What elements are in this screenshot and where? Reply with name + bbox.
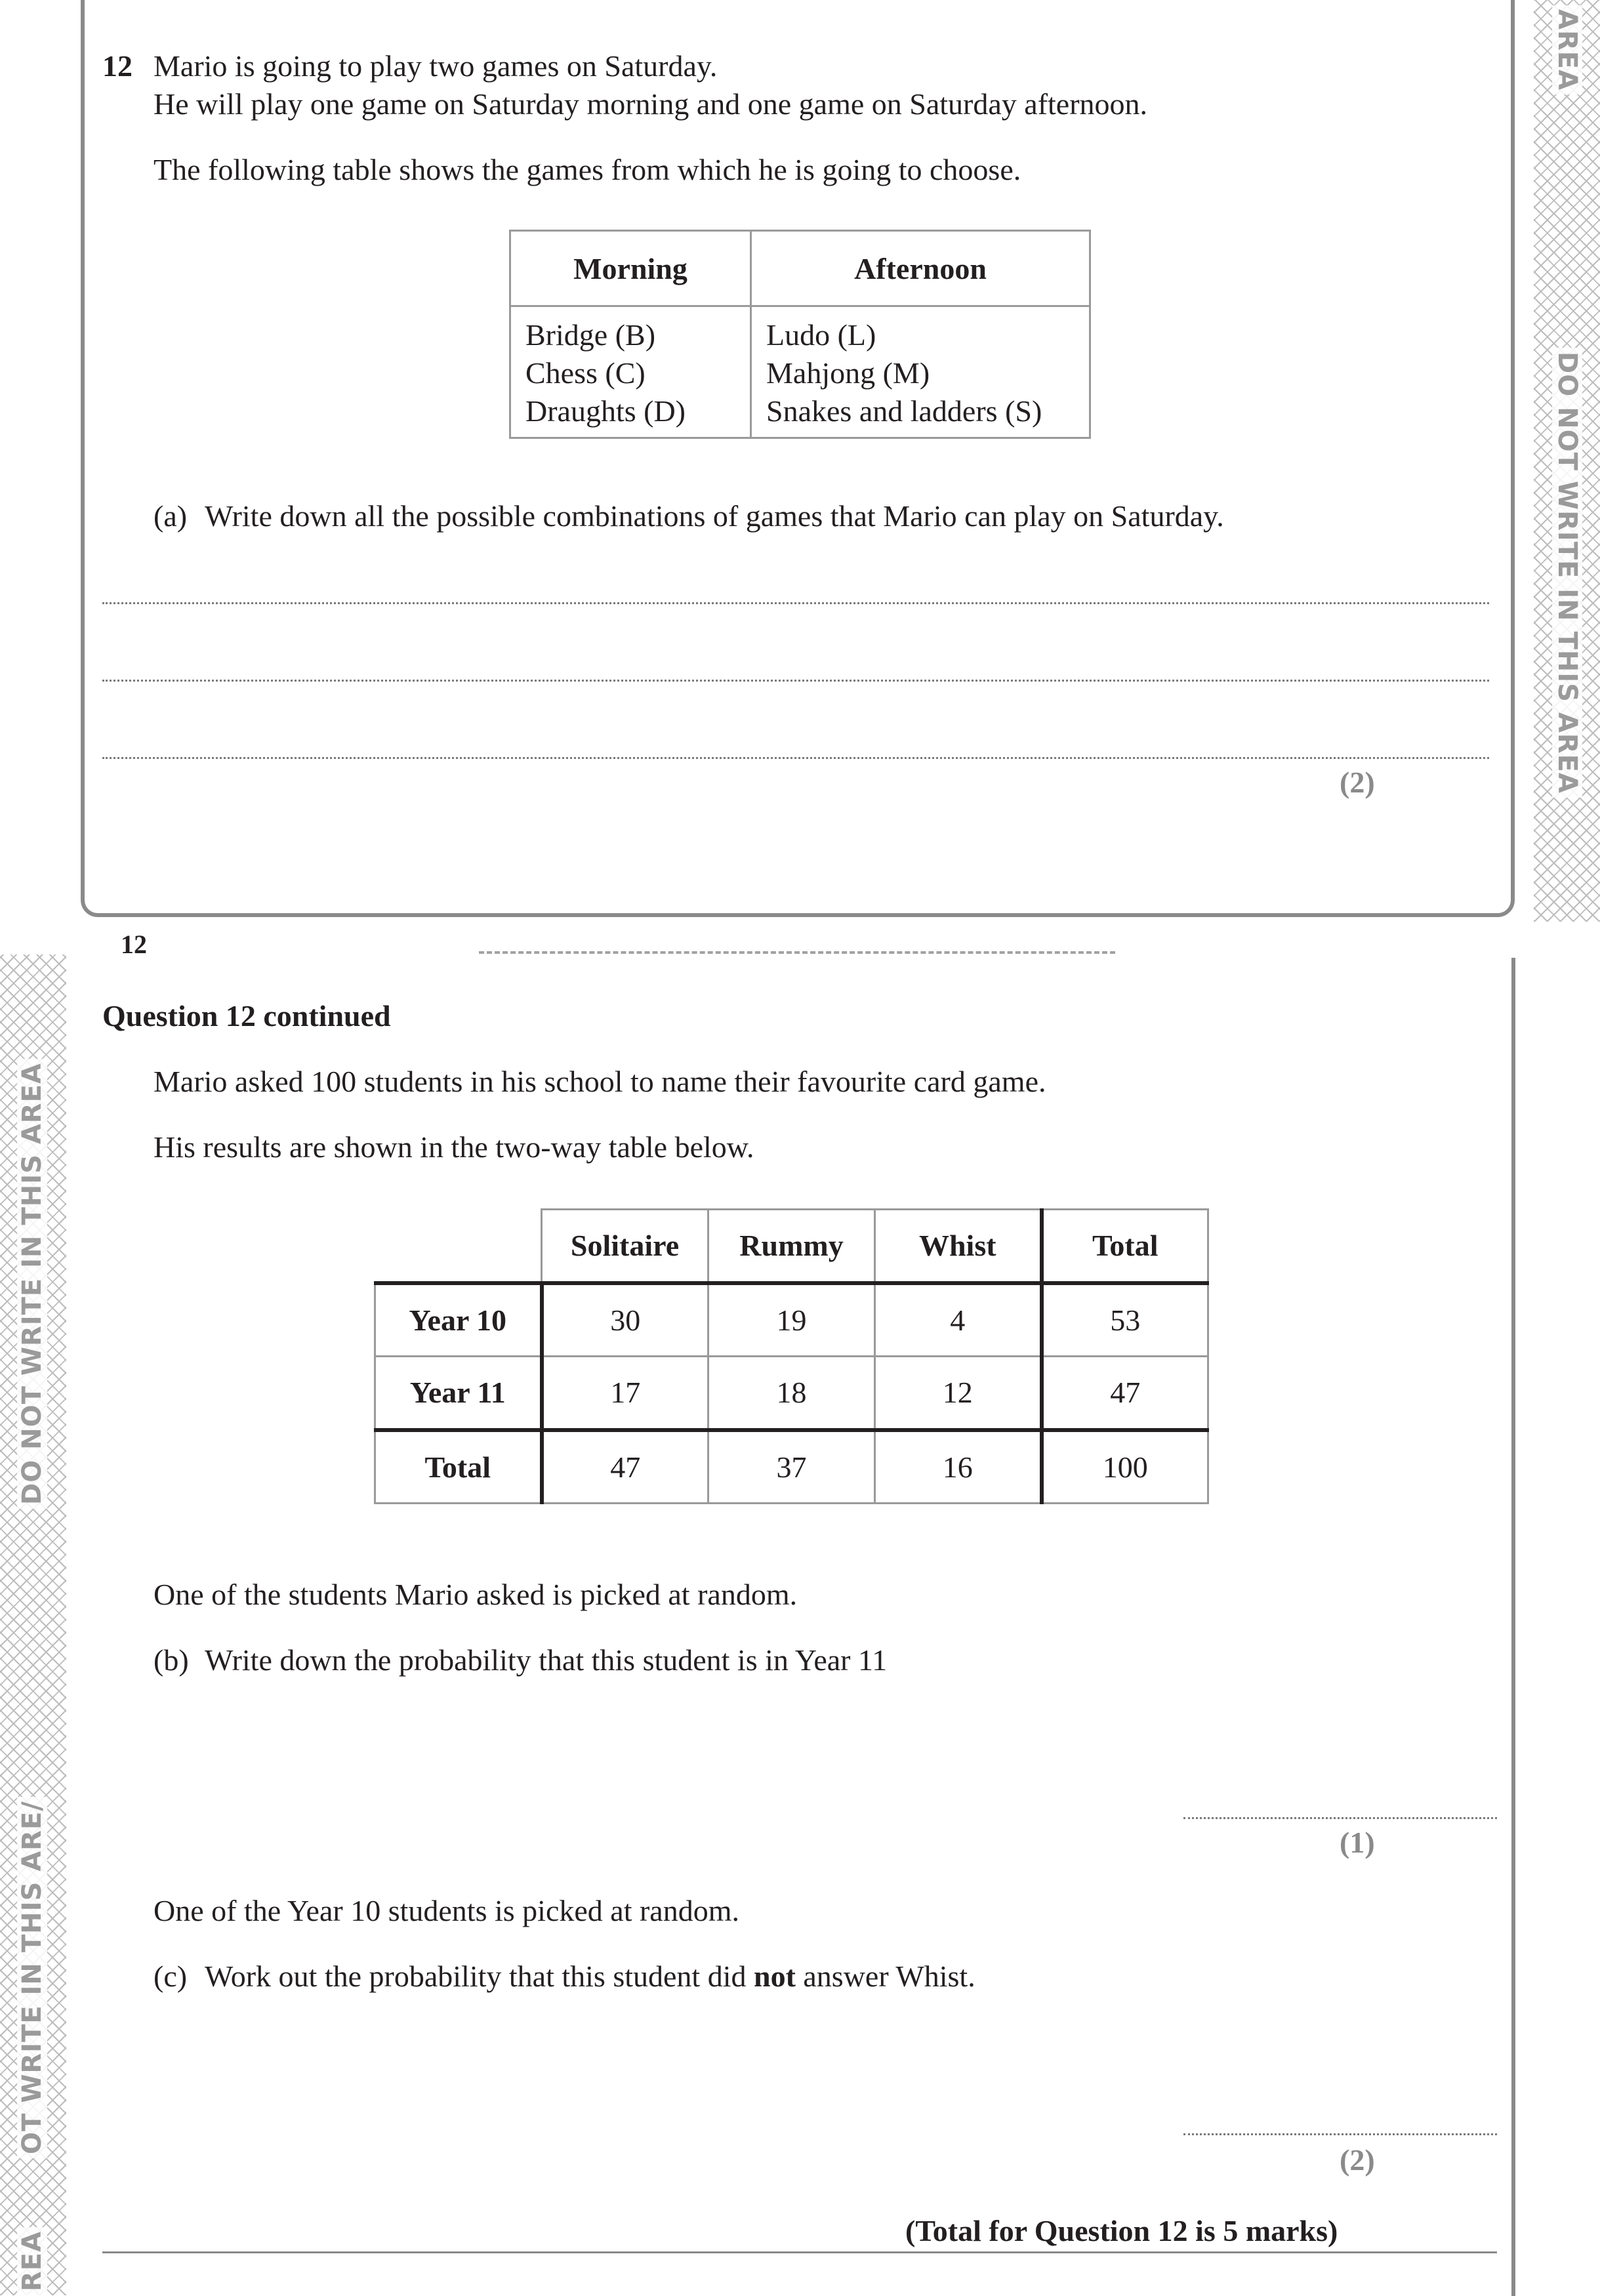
question-frame xyxy=(81,0,1515,917)
part-b-label: (b) xyxy=(154,1643,189,1677)
question-stem-1: Mario is going to play two games on Saturday. xyxy=(154,49,718,83)
total-marks: (Total for Question 12 is 5 marks) xyxy=(905,2214,1338,2247)
table-row xyxy=(375,1283,1208,1357)
table-cell: 30 xyxy=(542,1283,708,1357)
part-a-marks: (2) xyxy=(1340,766,1375,799)
column-header-solitaire: Solitaire xyxy=(542,1210,708,1283)
table-cell: 18 xyxy=(708,1357,875,1430)
morning-header: Morning xyxy=(510,231,751,306)
continued-heading: Question 12 continued xyxy=(102,999,391,1033)
row-header-total: Total xyxy=(375,1430,542,1504)
part-c-marks: (2) xyxy=(1340,2143,1375,2177)
table-cell: 47 xyxy=(542,1430,708,1504)
afternoon-game: Mahjong (M) xyxy=(766,356,930,390)
table-cell: 4 xyxy=(875,1283,1042,1357)
afternoon-game: Ludo (L) xyxy=(766,318,876,352)
table-cell: 12 xyxy=(875,1357,1042,1430)
page-frame-right xyxy=(1511,958,1515,2296)
left-margin-label: DO NOT WRITE IN THIS AREA xyxy=(17,1059,47,1509)
table-cell: 17 xyxy=(542,1357,708,1430)
column-header-total: Total xyxy=(1042,1210,1208,1283)
table-cell: 47 xyxy=(1042,1357,1208,1430)
answer-line-a3[interactable] xyxy=(102,757,1489,759)
row-header-year11: Year 11 xyxy=(375,1357,542,1430)
games-table xyxy=(509,230,1091,439)
right-margin-label: DO NOT WRITE IN THIS AREA xyxy=(1552,348,1582,798)
column-header-whist: Whist xyxy=(875,1210,1042,1283)
question-stem-2: He will play one game on Saturday morning and one game on Saturday afternoon. xyxy=(154,87,1148,121)
part-c-label: (c) xyxy=(154,1959,188,1993)
random-pick-text: One of the students Mario asked is picked at random. xyxy=(154,1578,798,1611)
table-cell: 19 xyxy=(708,1283,875,1357)
row-header-year10: Year 10 xyxy=(375,1283,542,1357)
answer-line-b[interactable] xyxy=(1183,1817,1497,1819)
part-a-text: Write down all the possible combinations of games that Mario can play on Saturday. xyxy=(205,499,1224,533)
survey-text-1: Mario asked 100 students in his school to name their favourite card game. xyxy=(154,1065,1046,1098)
table-cell: 16 xyxy=(875,1430,1042,1504)
table-corner xyxy=(375,1210,542,1283)
part-c-text-after: answer Whist. xyxy=(795,1959,975,1993)
bottom-rule xyxy=(102,2251,1497,2253)
left-margin-label-bottom: REA xyxy=(17,2227,47,2295)
table-cell: 37 xyxy=(708,1430,875,1504)
page-number: 12 xyxy=(121,930,147,959)
answer-line-a1[interactable] xyxy=(102,602,1489,604)
part-b-marks: (1) xyxy=(1340,1826,1375,1859)
afternoon-header: Afternoon xyxy=(751,231,1090,306)
morning-game: Chess (C) xyxy=(525,356,646,390)
afternoon-games xyxy=(751,306,1090,438)
morning-game: Draughts (D) xyxy=(525,394,686,428)
question-number: 12 xyxy=(102,49,133,83)
part-c-text-before: Work out the probability that this student did xyxy=(205,1959,754,1993)
survey-text-2: His results are shown in the two-way table below. xyxy=(154,1130,754,1164)
answer-line-c[interactable] xyxy=(1183,2133,1497,2135)
left-margin-label-low: OT WRITE IN THIS ARE/ xyxy=(17,1797,47,2158)
page-separator xyxy=(479,951,1115,954)
table-row xyxy=(375,1430,1208,1504)
part-c-text-bold: not xyxy=(753,1959,796,1993)
part-c-text xyxy=(205,1958,975,1996)
column-header-rummy: Rummy xyxy=(708,1210,875,1283)
answer-line-a2[interactable] xyxy=(102,680,1489,682)
random-pick-text-2: One of the Year 10 students is picked at random. xyxy=(154,1894,740,1927)
morning-games xyxy=(510,306,751,438)
table-row xyxy=(375,1357,1208,1430)
two-way-table xyxy=(374,1208,1209,1504)
question-stem-3: The following table shows the games from which he is going to choose. xyxy=(154,153,1021,186)
morning-game: Bridge (B) xyxy=(525,318,656,352)
right-margin-label-top: AREA xyxy=(1552,5,1582,94)
part-a-label: (a) xyxy=(154,499,188,533)
table-cell: 53 xyxy=(1042,1283,1208,1357)
table-cell: 100 xyxy=(1042,1430,1208,1504)
part-b-text: Write down the probability that this student is in Year 11 xyxy=(205,1643,888,1677)
afternoon-game: Snakes and ladders (S) xyxy=(766,394,1042,428)
